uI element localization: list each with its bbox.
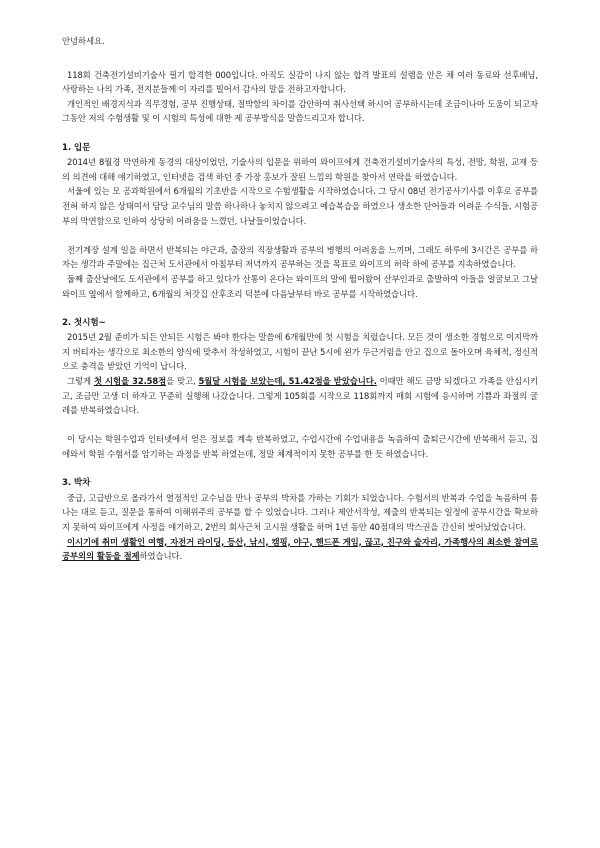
- section-3-heading: 3. 박차: [62, 478, 91, 489]
- spacer: [62, 462, 538, 477]
- section-1-heading: 1. 입문: [62, 142, 91, 153]
- section-2-paragraph-1: 2015년 2월 준비가 되든 안되든 시험은 봐야 한다는 말씀에 6개월만에 첫 시험을 치렀습니다. 모든 것이 생소한 경험으로 이지막까지 버티자는 생각으로 최소한의 양식에 맞추서 작성하였고, 시험이 끝난 5시에 왼가 두근거림을 안고 집으로 돌아오며 육체적, 정신적으로 충격을 받았던 기억이 납니다.: [62, 332, 538, 372]
- spacer: [62, 418, 538, 433]
- document-page: [62, 34, 538, 564]
- paragraph-text: 그렇게: [67, 376, 94, 387]
- section-2-paragraph-3: 이 당시는 학원수업과 인터넷에서 얻은 정보를 계속 반복하였고, 수업시간에 수업내용을 녹음하여 출퇴근시간에 반복해서 듣고, 집에와서 학원 수험서를 암기하는 과정을 반복 하였는데, 정말 체계적이지 못한 공부를 한 듯 하였습니다.: [62, 434, 538, 460]
- section-2-paragraph-2: [62, 374, 538, 418]
- emphasis-first-score: 첫 시험을 32.58점: [93, 376, 167, 387]
- intro-paragraph-1: 118회 건축전기설비기술사 필기 합격한 000입니다. 아직도 실감이 나지 않는 합격 발표의 설렘을 안은 채 여러 동료와 선후배님, 사랑하는 나의 가족, 전지분들께 이 자리를 빌어서 감사의 말을 전하고자합니다.: [62, 69, 538, 95]
- paragraph-text: 하였습니다.: [139, 551, 183, 562]
- paragraph-text: 을 맞고,: [166, 376, 199, 387]
- greeting: 안녕하세요.: [62, 36, 105, 46]
- section-3-paragraph-1: 중급, 고급반으로 올라가서 열정적인 교수님을 만나 공부의 박차를 가하는 기회가 되었습니다. 수험서의 반복과 수업을 녹음하여 틈나는 대로 듣고, 질문을 통하여 이해위주의 공부를 할 수 있었습니다. 그러나 제안서작성, 제출의 반복되는 일정에 공부시간을 확보하지 못하여 와이프에게 사정을 얘기하고, 2번의 회사근처 고시원 생활을 하며 1년 동안 40점대의 박스권을 간신히 벗어났었습니다.: [62, 492, 538, 532]
- intro-paragraph-2: 개인적인 배경지식과 직무경험, 공부 진행상태, 절박함의 차이를 감안하여 취사선택 하시어 공부하시는데 조금이나마 도움이 되고자 그동안 저의 수험생활 및 이 시험의 특성에 대한 제 공부방식을 말씀드리고자 합니다.: [62, 98, 538, 124]
- spacer: [62, 228, 538, 243]
- emphasis-second-score: 5월달 시험을 보았는데, 51.42점을 받았습니다.: [198, 376, 377, 387]
- section-1-paragraph-2: 서울에 있는 모 공과학원에서 6개월의 기초반을 시작으로 수험생활을 시작하였습니다. 그 당시 08년 전기공사기사를 이후로 공부를 전혀 하지 않은 상태여서 담당 교수님의 말씀 하나하나 놓치지 않으려고 예습복습을 하였으나 생소한 단어들과 어려운 수식들, 시험공부의 막연함으로 인하여 상당히 어려움을 느꼈던, 나날들이었습니다.: [62, 186, 538, 226]
- section-1-paragraph-3: 전기계장 설계 일을 하면서 반복되는 야근과, 출장의 직장생활과 공부의 병행의 어려움을 느끼며, 그래도 하루에 3시간은 공부를 하자는 생각과 주말에는 집근처 도서관에서 아침부터 저녁까지 공부하는 것을 목표로 와이프의 허락 하에 공부를 지속하였습니다.: [62, 244, 538, 270]
- spacer: [62, 301, 538, 316]
- spacer: [62, 126, 538, 141]
- section-1-paragraph-4: 둘째 출산날에도 도서관에서 공부를 하고 있다가 산통이 온다는 와이프의 말에 뛸어왔어 산부인과로 출발하여 아들을 얼굴보고 그날 와이프 옆에서 함께하고, 6개월의 처갓집 산후조리 덕분에 다음날부터 바로 공부를 시작하였습니다.: [62, 273, 538, 299]
- section-1-paragraph-1: 2014년 8월경 막연하게 동경의 대상이었던, 기술사의 입문을 위하여 와이프에게 건축전기설비기술사의 특성, 전망, 학원, 교재 등의 의견에 대해 얘기하였고, 인터넷을 검색 하던 중 가장 홍보가 잘된 느낌의 학원을 찾아서 연락을 하였습니다.: [62, 157, 538, 182]
- emphasis-hobbies: 이시기에 취미 생활인 여행, 자전거 라이딩, 등산, 낚시, 캠핑, 야구, 핸드폰 게임, 끊고, 친구와 술자리, 가족행사의 최소한 참여로 공부외의 활동을 절제: [62, 536, 538, 562]
- section-2-heading: 2. 첫시험~: [62, 317, 106, 328]
- section-3-paragraph-2: [62, 535, 538, 564]
- paragraph-text: 이때만 해도 금방 되겠다고 가족을 안심시키고, 조금만 고생 더 하자고 꾸준히 실행해 나갔습니다. 그렇게 105회를 시작으로 118회까지 매회 시험에 응시하며 기쁨과 좌절의 굴레를 반복하였습니다.: [62, 376, 538, 416]
